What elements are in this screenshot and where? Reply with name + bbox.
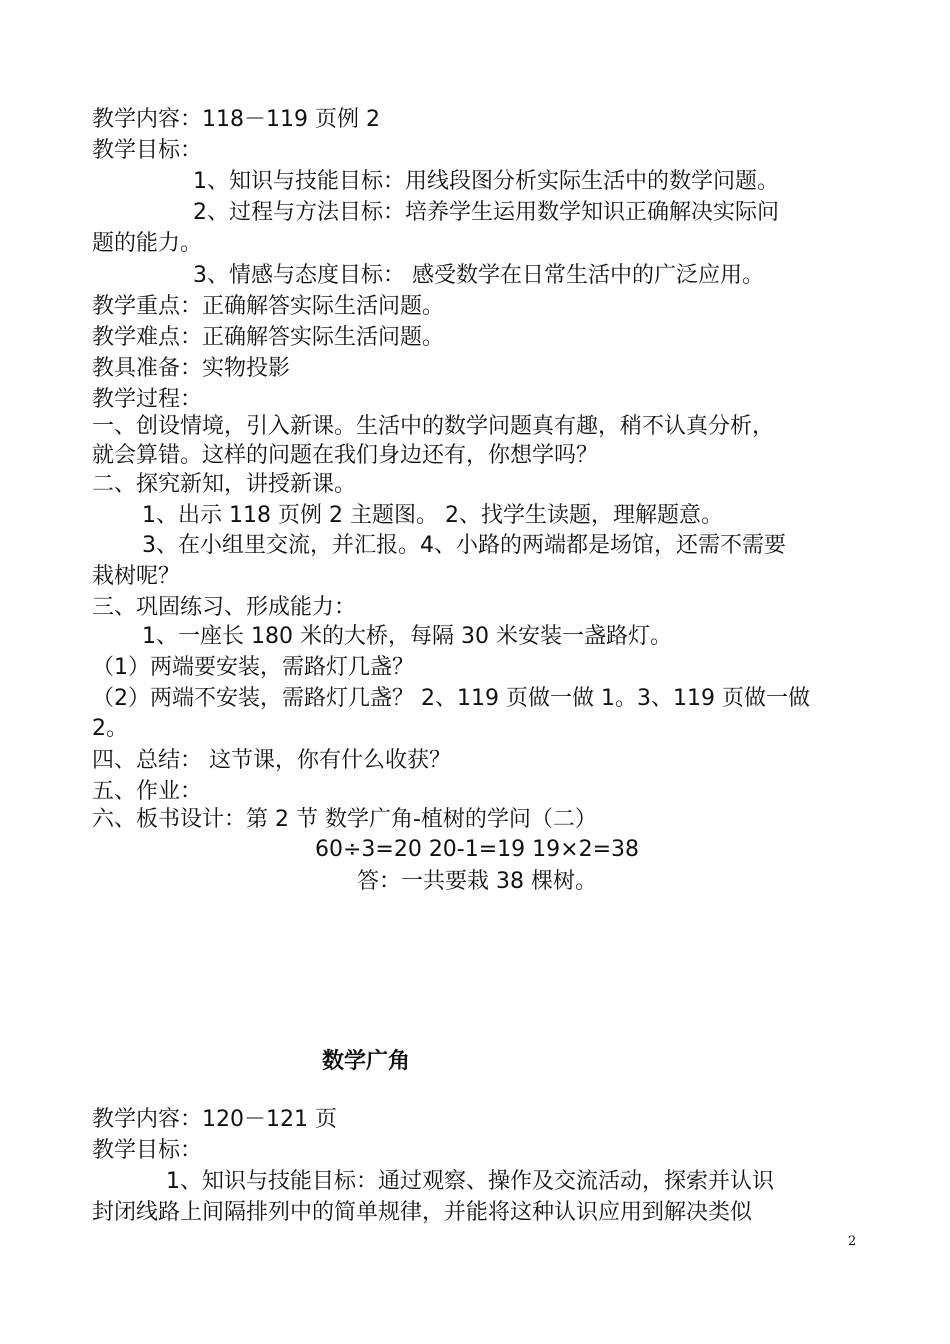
teaching-difficulty-line: 教学难点：正确解答实际生活问题。 <box>92 325 445 350</box>
step-two-item-3: 3、在小组里交流，并汇报。4、小路的两端都是场馆，还需不需要 <box>142 533 786 558</box>
exercise-part-2-continuation: 2。 <box>92 716 128 741</box>
goal-emotion-line: 3、情感与态度目标： 感受数学在日常生活中的广泛应用。 <box>193 263 764 288</box>
step-one-line: 一、创设情境，引入新课。生活中的数学问题真有趣，稍不认真分析， <box>92 414 775 439</box>
teaching-goals-heading-2: 教学目标： <box>92 1138 203 1163</box>
goal-process-line: 2、过程与方法目标：培养学生运用数学知识正确解决实际问 <box>193 200 779 225</box>
step-three-heading: 三、巩固练习、形成能力： <box>92 595 357 620</box>
exercise-part-2: （2）两端不安装，需路灯几盏？ 2、119 页做一做 1。3、119 页做一做 <box>92 686 810 711</box>
step-two-continuation: 栽树呢？ <box>92 564 181 589</box>
teaching-process-heading: 教学过程： <box>92 387 203 412</box>
teaching-goals-heading: 教学目标： <box>92 138 203 163</box>
exercise-bridge-line: 1、一座长 180 米的大桥，每隔 30 米安装一盏路灯。 <box>142 624 672 649</box>
teaching-content-line-2: 教学内容：120－121 页 <box>92 1107 337 1132</box>
step-two-heading: 二、探究新知，讲授新课。 <box>92 472 357 497</box>
section-title: 数学广角 <box>322 1049 411 1074</box>
teaching-focus-line: 教学重点：正确解答实际生活问题。 <box>92 294 445 319</box>
page-number: 2 <box>848 1234 857 1249</box>
step-two-item-1: 1、出示 118 页例 2 主题图。 2、找学生读题，理解题意。 <box>142 503 723 528</box>
teaching-aids-line: 教具准备：实物投影 <box>92 356 291 381</box>
board-answer: 答：一共要栽 38 棵树。 <box>357 869 597 894</box>
goal-knowledge-line: 1、知识与技能目标：用线段图分析实际生活中的数学问题。 <box>193 169 779 194</box>
board-equation: 60÷3=20 20-1=19 19×2=38 <box>314 837 640 862</box>
homework-line: 五、作业： <box>92 779 203 804</box>
goal-process-continuation: 题的能力。 <box>92 231 203 256</box>
board-design-line: 六、板书设计：第 2 节 数学广角-植树的学问（二） <box>92 807 597 832</box>
step-one-continuation: 就会算错。这样的问题在我们身边还有，你想学吗？ <box>92 443 599 468</box>
summary-line: 四、总结： 这节课，你有什么收获？ <box>92 748 451 773</box>
teaching-content-line: 教学内容：118－119 页例 2 <box>92 107 380 132</box>
exercise-part-1: （1）两端要安装，需路灯几盏？ <box>92 655 414 680</box>
goal-knowledge-continuation-2: 封闭线路上间隔排列中的简单规律，并能将这种认识应用到解决类似 <box>92 1200 753 1225</box>
goal-knowledge-line-2: 1、知识与技能目标：通过观察、操作及交流活动，探索并认识 <box>166 1169 774 1194</box>
